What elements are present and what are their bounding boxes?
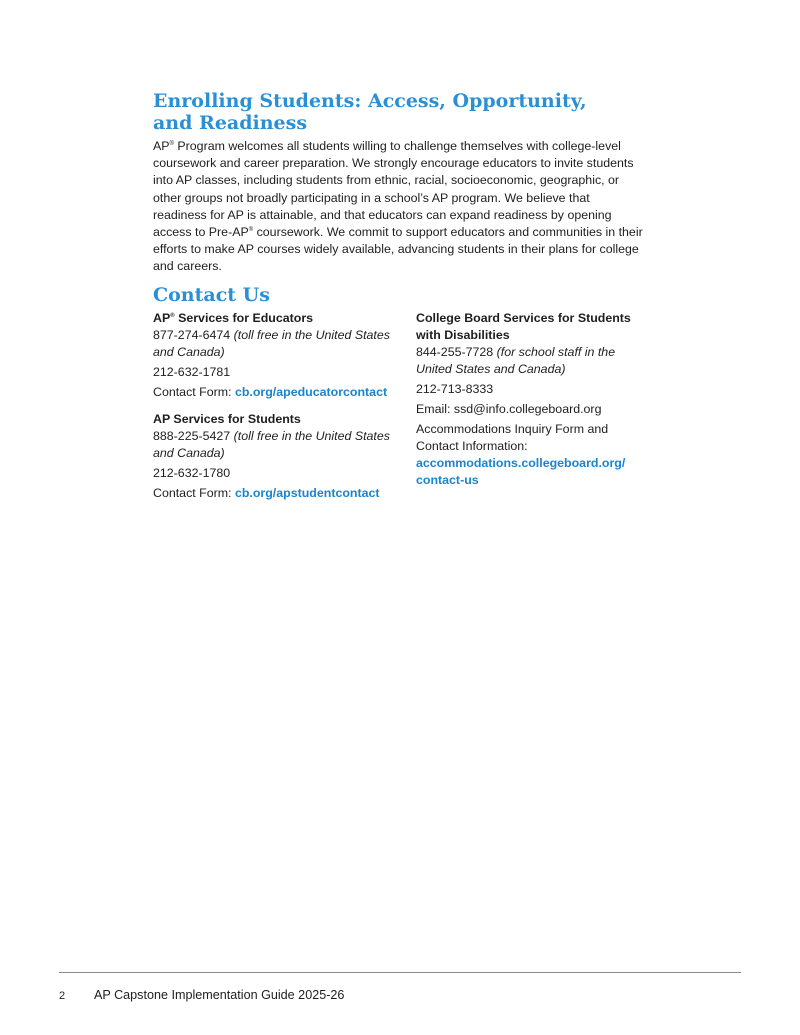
heading-line-2: and Readiness — [153, 112, 308, 134]
contact-left-column — [153, 310, 393, 505]
ap-text: AP — [153, 311, 171, 325]
accommodations-link[interactable] — [416, 456, 625, 487]
educator-contact-link[interactable]: cb.org/apeducatorcontact — [234, 385, 388, 399]
students-contact-form — [153, 485, 393, 502]
ssd-phone: 212-713-8333 — [416, 382, 494, 396]
phone-number: 888-225-5427 — [153, 429, 231, 443]
phone-note: (toll free in the United States and Canada) — [153, 429, 390, 460]
footer-divider — [59, 972, 741, 973]
student-contact-link[interactable]: cb.org/apstudentcontact — [234, 486, 380, 500]
students-services-title: AP Services for Students — [153, 412, 301, 426]
footer-title: AP Capstone Implementation Guide 2025-26 — [94, 988, 345, 1002]
phone-note: (for school staff in the United States and Canada) — [416, 345, 616, 376]
paragraph-text-2: coursework. We commit to support educators and communities in their efforts to make AP courses widely available, advancing students in their plans for college and careers. — [153, 225, 643, 274]
ssd-phone-tollfree — [416, 344, 641, 378]
contact-right-column — [416, 310, 641, 492]
registered-mark: ® — [170, 313, 175, 319]
phone-number: 844-255-7728 — [416, 345, 494, 359]
phone-note: (toll free in the United States and Canada) — [153, 328, 390, 359]
educators-services-title — [153, 310, 393, 327]
contact-form-label: Contact Form: — [153, 385, 235, 399]
educators-contact-form — [153, 384, 393, 401]
registered-mark: ® — [169, 141, 174, 147]
accommodations-link-block — [416, 455, 641, 489]
ap-text: AP — [153, 139, 170, 153]
ssd-services-title: College Board Services for Students with Disabilities — [416, 311, 631, 342]
educators-phone-tollfree — [153, 327, 393, 361]
enrolling-students-heading — [153, 90, 633, 134]
enrolling-paragraph — [153, 138, 643, 276]
paragraph-text-1: Program welcomes all students willing to challenge themselves with college-level coursework and career preparation. We strongly encourage educators to invite students into AP classes, including students from ethnic, racial, socioeconomic, geographic, or other groups not broadly participating in a school’s AP program. We believe that readiness for AP is attainable, and that educators can expand readiness by opening access to Pre-AP — [153, 139, 634, 240]
students-phone-tollfree — [153, 428, 393, 462]
heading-line-1: Enrolling Students: Access, Opportunity, — [153, 90, 587, 112]
accommodations-label: Accommodations Inquiry Form and Contact Information: — [416, 422, 609, 453]
registered-mark: ® — [248, 227, 254, 234]
phone-number: 877-274-6474 — [153, 328, 231, 342]
page-number: 2 — [59, 990, 66, 1002]
educators-phone: 212-632-1781 — [153, 365, 231, 379]
link-line-1: accommodations.collegeboard.org/ — [416, 456, 626, 470]
link-line-2: contact-us — [416, 473, 479, 487]
ssd-email: Email: ssd@info.collegeboard.org — [416, 402, 602, 416]
title-text: Services for Educators — [174, 311, 314, 325]
contact-us-heading: Contact Us — [153, 284, 270, 306]
contact-form-label: Contact Form: — [153, 486, 235, 500]
students-phone: 212-632-1780 — [153, 466, 231, 480]
